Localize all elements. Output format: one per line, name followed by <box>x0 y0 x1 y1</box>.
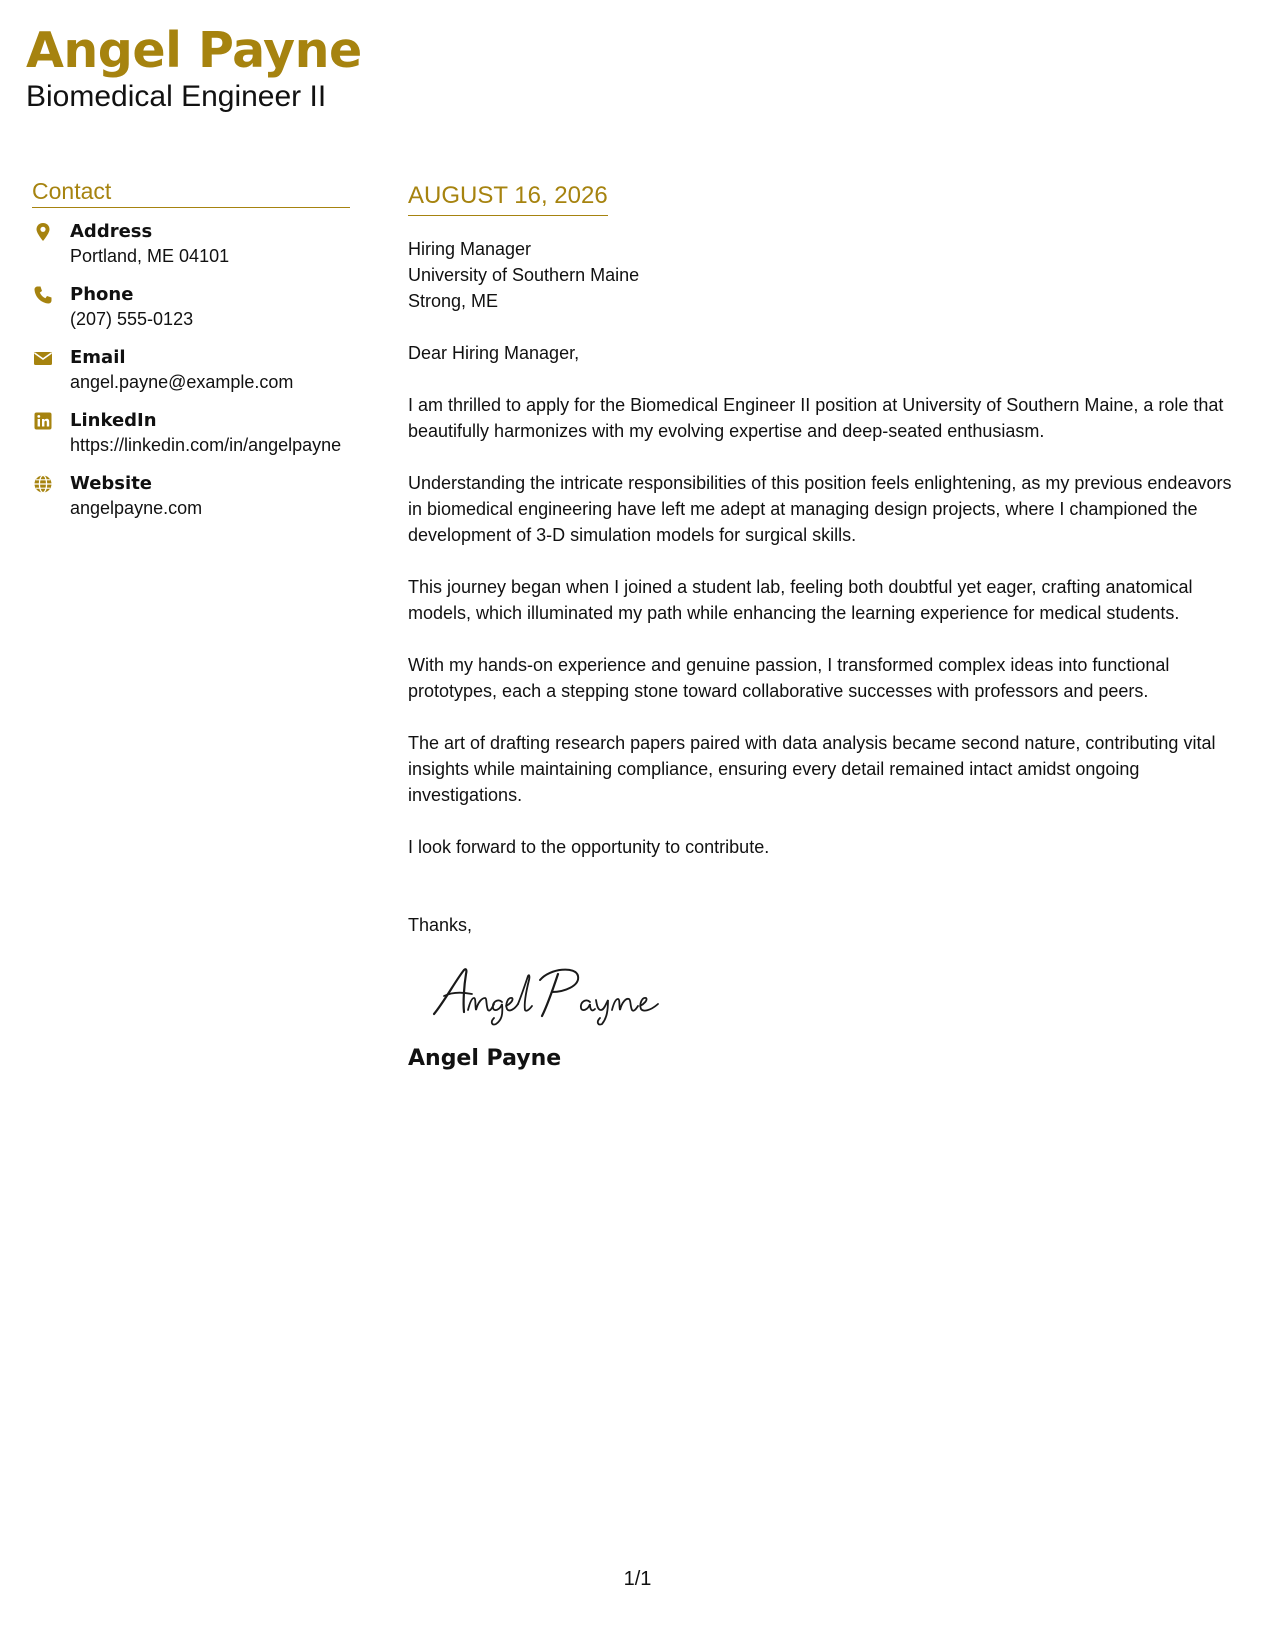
letter-body <box>408 180 1238 1073</box>
header <box>26 20 362 116</box>
recipient-line: Hiring Manager <box>408 239 532 259</box>
letter-paragraph: I look forward to the opportunity to contribute. <box>408 837 770 857</box>
contact-value-phone: (207) 555-0123 <box>70 309 194 329</box>
contact-label-email: Email <box>70 347 126 368</box>
contact-item-website <box>32 472 350 520</box>
contact-item-linkedin <box>32 409 350 457</box>
signer-name: Angel Payne <box>408 1046 562 1071</box>
handwritten-signature <box>430 962 670 1026</box>
contact-item-address <box>32 220 350 268</box>
applicant-name: Angel Payne <box>26 22 362 79</box>
letter-paragraph: With my hands-on experience and genuine passion, I transformed complex ideas into functional prototypes, each a stepping stone toward collaborative successes with professors and peers. <box>408 655 1170 701</box>
contact-value-email: angel.payne@example.com <box>70 372 294 392</box>
closing: Thanks, <box>408 915 473 935</box>
contact-item-email <box>32 346 350 394</box>
phone-icon <box>33 285 53 305</box>
recipient-line: University of Southern Maine <box>408 265 640 285</box>
letter-paragraph: This journey began when I joined a student lab, feeling both doubtful yet eager, crafting anatomical models, which illuminated my path while enhancing the learning experience for medical students. <box>408 577 1193 623</box>
contact-label-linkedin: LinkedIn <box>70 410 157 431</box>
contact-value-linkedin[interactable]: https://linkedin.com/in/angelpayne <box>70 435 342 455</box>
contact-section-title: Contact <box>32 176 350 208</box>
contact-value-address: Portland, ME 04101 <box>70 246 230 266</box>
letter-date: AUGUST 16, 2026 <box>408 180 608 216</box>
map-pin-icon <box>33 222 53 242</box>
contact-item-phone <box>32 283 350 331</box>
globe-icon <box>33 474 53 494</box>
contact-label-phone: Phone <box>70 284 134 305</box>
contact-sidebar <box>32 176 350 535</box>
letter-paragraph: Understanding the intricate responsibilities of this position feels enlightening, as my previous endeavors in biomedical engineering have left me adept at managing design projects, where I championed the development of 3-D simulation models for surgical skills. <box>408 473 1232 545</box>
recipient-block <box>408 236 1238 314</box>
contact-list <box>32 220 350 520</box>
letter-paragraph: I am thrilled to apply for the Biomedical Engineer II position at University of Southern Maine, a role that beautifully harmonizes with my evolving expertise and deep-seated enthusiasm. <box>408 395 1224 441</box>
contact-label-address: Address <box>70 221 153 242</box>
applicant-title: Biomedical Engineer II <box>26 80 327 113</box>
salutation: Dear Hiring Manager, <box>408 343 580 363</box>
contact-label-website: Website <box>70 473 153 494</box>
page-number: 1/1 <box>623 1568 652 1590</box>
linkedin-icon <box>33 411 53 431</box>
letter-paragraph: The art of drafting research papers paired with data analysis became second nature, contributing vital insights while maintaining compliance, ensuring every detail remained intact amidst ongoing investigations. <box>408 733 1216 805</box>
contact-value-website[interactable]: angelpayne.com <box>70 498 203 518</box>
envelope-icon <box>33 348 53 368</box>
recipient-line: Strong, ME <box>408 291 499 311</box>
